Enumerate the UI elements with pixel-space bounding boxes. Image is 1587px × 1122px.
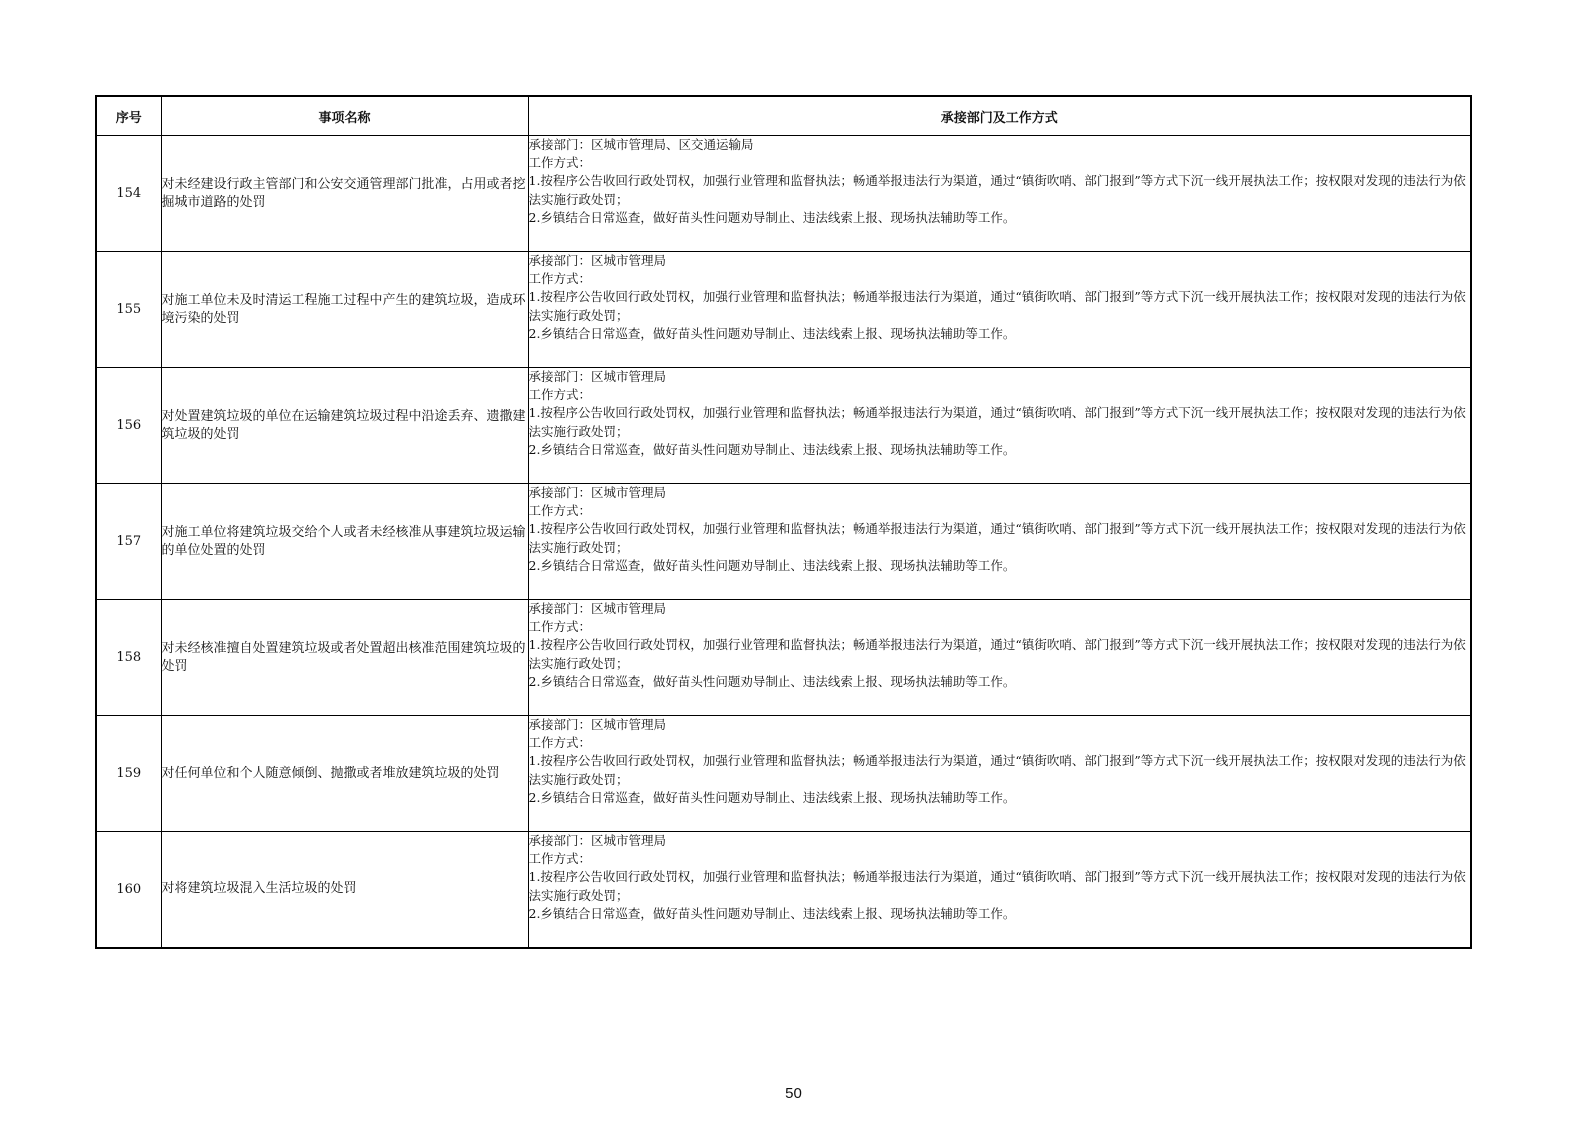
row-dept-and-method [528, 252, 1471, 368]
row-matter-name: 对未经核准擅自处置建筑垃圾或者处置超出核准范围建筑垃圾的处罚 [161, 600, 528, 716]
header-serial-number: 序号 [96, 96, 161, 136]
row-matter-name: 对施工单位未及时清运工程施工过程中产生的建筑垃圾，造成环境污染的处罚 [161, 252, 528, 368]
row-department: 承接部门：区城市管理局 [528, 253, 667, 268]
row-method-label: 工作方式： [528, 503, 592, 519]
row-serial-number: 158 [96, 600, 161, 716]
row-method-item-2: 2.乡镇结合日常巡查，做好苗头性问题劝导制止、违法线索上报、现场执法辅助等工作。 [528, 557, 1016, 573]
row-matter-name: 对将建筑垃圾混入生活垃圾的处罚 [161, 832, 528, 948]
table-row [96, 252, 1471, 368]
row-method-label: 工作方式： [528, 387, 592, 403]
row-serial-number: 159 [96, 716, 161, 832]
row-department: 承接部门：区城市管理局 [528, 717, 667, 732]
row-method-label: 工作方式： [528, 735, 592, 751]
row-matter-name: 对未经建设行政主管部门和公安交通管理部门批准，占用或者挖掘城市道路的处罚 [161, 136, 528, 252]
row-method-item-1: 1.按程序公告收回行政处罚权，加强行业管理和监督执法；畅通举报违法行为渠道，通过“镇街吹哨、部门报到”等方式下沉一线开展执法工作；按权限对发现的违法行为依法实施行政处罚； [528, 173, 1466, 207]
table-row [96, 368, 1471, 484]
row-serial-number: 154 [96, 136, 161, 252]
row-serial-number: 156 [96, 368, 161, 484]
row-matter-name: 对施工单位将建筑垃圾交给个人或者未经核准从事建筑垃圾运输的单位处置的处罚 [161, 484, 528, 600]
table-row [96, 600, 1471, 716]
row-method-item-1: 1.按程序公告收回行政处罚权，加强行业管理和监督执法；畅通举报违法行为渠道，通过“镇街吹哨、部门报到”等方式下沉一线开展执法工作；按权限对发现的违法行为依法实施行政处罚； [528, 753, 1466, 787]
row-method-item-2: 2.乡镇结合日常巡查，做好苗头性问题劝导制止、违法线索上报、现场执法辅助等工作。 [528, 325, 1016, 341]
header-dept-and-method: 承接部门及工作方式 [528, 96, 1471, 136]
row-serial-number: 160 [96, 832, 161, 948]
row-method-item-1: 1.按程序公告收回行政处罚权，加强行业管理和监督执法；畅通举报违法行为渠道，通过“镇街吹哨、部门报到”等方式下沉一线开展执法工作；按权限对发现的违法行为依法实施行政处罚； [528, 405, 1466, 439]
row-department: 承接部门：区城市管理局 [528, 833, 667, 848]
row-method-item-2: 2.乡镇结合日常巡查，做好苗头性问题劝导制止、违法线索上报、现场执法辅助等工作。 [528, 673, 1016, 689]
row-dept-and-method [528, 136, 1471, 252]
row-method-label: 工作方式： [528, 155, 592, 171]
row-method-item-2: 2.乡镇结合日常巡查，做好苗头性问题劝导制止、违法线索上报、现场执法辅助等工作。 [528, 789, 1016, 805]
row-dept-and-method [528, 832, 1471, 948]
row-matter-name: 对处置建筑垃圾的单位在运输建筑垃圾过程中沿途丢弃、遗撒建筑垃圾的处罚 [161, 368, 528, 484]
row-dept-and-method [528, 600, 1471, 716]
header-matter-name: 事项名称 [161, 96, 528, 136]
row-dept-and-method [528, 368, 1471, 484]
matters-table [95, 95, 1472, 949]
row-serial-number: 157 [96, 484, 161, 600]
table-row [96, 716, 1471, 832]
row-method-item-1: 1.按程序公告收回行政处罚权，加强行业管理和监督执法；畅通举报违法行为渠道，通过“镇街吹哨、部门报到”等方式下沉一线开展执法工作；按权限对发现的违法行为依法实施行政处罚； [528, 521, 1466, 555]
table-header-row [96, 96, 1471, 136]
row-serial-number: 155 [96, 252, 161, 368]
row-method-item-1: 1.按程序公告收回行政处罚权，加强行业管理和监督执法；畅通举报违法行为渠道，通过“镇街吹哨、部门报到”等方式下沉一线开展执法工作；按权限对发现的违法行为依法实施行政处罚； [528, 637, 1466, 671]
table-row [96, 832, 1471, 948]
row-department: 承接部门：区城市管理局 [528, 601, 667, 616]
row-method-label: 工作方式： [528, 619, 592, 635]
row-method-label: 工作方式： [528, 271, 592, 287]
row-department: 承接部门：区城市管理局、区交通运输局 [528, 137, 754, 152]
row-matter-name: 对任何单位和个人随意倾倒、抛撒或者堆放建筑垃圾的处罚 [161, 716, 528, 832]
row-dept-and-method [528, 484, 1471, 600]
row-method-item-1: 1.按程序公告收回行政处罚权，加强行业管理和监督执法；畅通举报违法行为渠道，通过“镇街吹哨、部门报到”等方式下沉一线开展执法工作；按权限对发现的违法行为依法实施行政处罚； [528, 289, 1466, 323]
page-number: 50 [785, 1085, 802, 1102]
table-row [96, 484, 1471, 600]
row-department: 承接部门：区城市管理局 [528, 369, 667, 384]
row-method-label: 工作方式： [528, 851, 592, 867]
row-method-item-2: 2.乡镇结合日常巡查，做好苗头性问题劝导制止、违法线索上报、现场执法辅助等工作。 [528, 209, 1016, 225]
row-method-item-1: 1.按程序公告收回行政处罚权，加强行业管理和监督执法；畅通举报违法行为渠道，通过“镇街吹哨、部门报到”等方式下沉一线开展执法工作；按权限对发现的违法行为依法实施行政处罚； [528, 869, 1466, 903]
row-dept-and-method [528, 716, 1471, 832]
row-method-item-2: 2.乡镇结合日常巡查，做好苗头性问题劝导制止、违法线索上报、现场执法辅助等工作。 [528, 441, 1016, 457]
row-department: 承接部门：区城市管理局 [528, 485, 667, 500]
table-row [96, 136, 1471, 252]
row-method-item-2: 2.乡镇结合日常巡查，做好苗头性问题劝导制止、违法线索上报、现场执法辅助等工作。 [528, 905, 1016, 921]
